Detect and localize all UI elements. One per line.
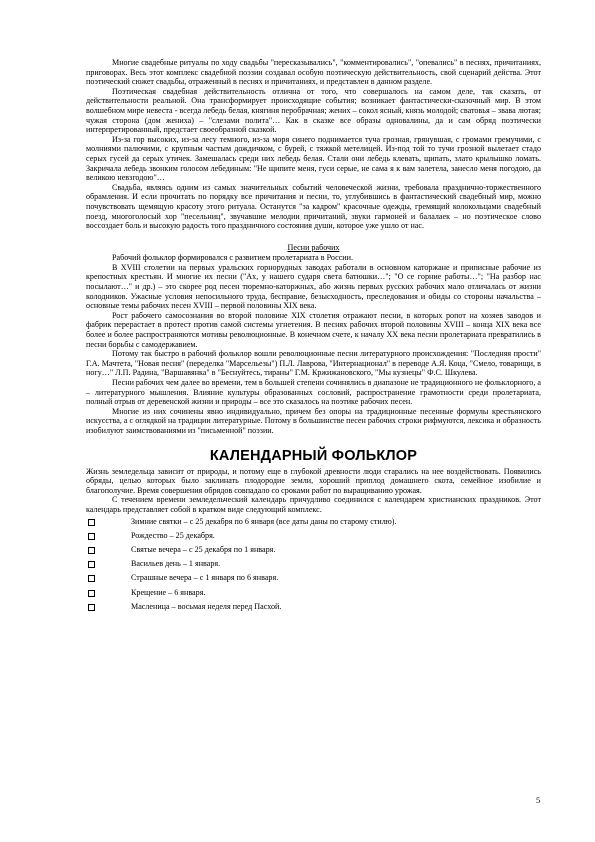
square-bullet-icon bbox=[88, 547, 95, 554]
paragraph: Из-за гор высоких, из-за лесу темного, из-за моря синего поднимается туча грозная, грянувшая, с громами гремучими, с молниями палючими, с крупным частым дождичком, с бурей, с тяжкой метелицей. Из-под той то тучи грозной вылетает стадо серых гусей да серых утичек. Замешалась среди них лебедь белая. Стали они лебедь клевать, щипать, злато крылышко ломать. Закричала лебедь звонким голосом лебединым: "Не щипите меня, гуси серые, не сама я к вам залетела, занесло меня погодою, да великою невзгодою"… bbox=[86, 134, 541, 183]
workers-section bbox=[86, 253, 541, 435]
list-item bbox=[86, 571, 541, 585]
holiday-list bbox=[86, 515, 541, 614]
holiday-text: Масленица – восьмая неделя перед Пасхой. bbox=[131, 601, 282, 611]
holiday-text: Крещение – 6 января. bbox=[131, 587, 206, 597]
paragraph: Многие свадебные ритуалы по ходу свадьбы "пересказывались", "комментировались", "опевались" в песнях, причитаниях, приговорах. Весь этот комплекс свадебной поэзии создавал особую поэтическую действительность, свой сценарий действа. Этот поэтический сюжет свадьбы, отраженный в песнях и причитаниях, и представлен в данном разделе. bbox=[86, 58, 541, 87]
holiday-text: Рождество – 25 декабря. bbox=[131, 530, 215, 540]
square-bullet-icon bbox=[88, 519, 95, 526]
list-item bbox=[86, 600, 541, 614]
paragraph: Песни рабочих чем далее во времени, тем в большей степени сочинялись в диапазоне не традиционного не фольклорного, а – литературного мышления. Влияние культуры образованных сословий, распространение грамотности среди пролетариата, полный отрыв от деревенской жизни и природы – все это сказалось на поэтике рабочих песен. bbox=[86, 378, 541, 407]
list-item bbox=[86, 515, 541, 529]
list-item bbox=[86, 529, 541, 543]
paragraph: Рабочий фольклор формировался с развитием пролетариата в России. bbox=[112, 253, 353, 263]
section-title-workers: Песни рабочих bbox=[287, 242, 340, 252]
holiday-text: Зимние святки – с 25 декабря по 6 января (все даты даны по старому стилю). bbox=[131, 516, 397, 526]
list-item bbox=[86, 557, 541, 571]
paragraph: Поэтическая свадебная действительность отлична от того, что совершалось на самом деле, так сказать, от действительности реальной. Она трансформирует происходящие события; возникает фантастически-сказочный мир. В этом волшебном мире невеста - всегда лебедь белая, княгиня перобрачная; жених – сокол ясный, князь молодой; сватовья – звава лютая; чужая сторона (дом жениха) – "слезами полита"… Как в сказке все образы одновалины, да и сам обряд поэтически интерпретированный, предстает своеобразной сказкой. bbox=[86, 86, 541, 135]
paragraph: Жизнь земледельца зависит от природы, и потому еще в глубокой древности люди старались на нее воздействовать. Появились обряды, целью которых было заклинать плодородие земли, хороший приплод домашнего скота, семейное изобилие и благополучие. Время совершения обрядов совпадало со сроками работ по выращиванию урожая. bbox=[86, 466, 541, 495]
list-item bbox=[86, 586, 541, 600]
page-number: 5 bbox=[536, 795, 541, 805]
square-bullet-icon bbox=[88, 561, 95, 568]
paragraph: В XVIII столетии на первых уральских горнорудных заводах работали в основном каторжане и приписные рабочие из крепостных крестьян. И многие их песни ("Ах, у нашего сударя света батюшки…"; "О се горние работы…"; "На разбор нас посылают…" и др.) – это скорее род песен тюремно-каторжных, або жизнь первых русских рабочих мало отличалась от жизни колодников. Ужасные условия непосильного труда, бесправие, безысходность, преследования и обиды со стороны начальства – основные темы рабочих песен XVIII – первой половины XIX века. bbox=[86, 262, 541, 311]
page-content bbox=[86, 58, 541, 614]
square-bullet-icon bbox=[88, 533, 95, 540]
square-bullet-icon bbox=[88, 590, 95, 597]
holiday-text: Васильев день – 1 января. bbox=[131, 559, 221, 569]
square-bullet-icon bbox=[88, 604, 95, 611]
paragraph: Многие из них сочинены явно индивидуально, причем без опоры на традиционные песенные формулы крестьянского искусства, а с оглядкой на традиции литературные. Потому в большинстве песен рабочих строки рифмуются, лексика и образность изобилуют заимствованиями из "письменной" поэзии. bbox=[86, 406, 541, 435]
paragraph: Потому так быстро в рабочий фольклор вошли революционные песни литературного происхождения: "Последняя прости" Г.А. Мачтета, "Новая песня" (переделка "Марсельезы") П.Л. Лаврова, "Интернационал" в переводе А.Я. Коца, "Смело, товарищи, в ногу…" Л.П. Радина, "Варшавянка" в "Беснуйтесь, тираны" Г.М. Кржижановского, "Мы кузнецы" Ф.С. Шкулева. bbox=[86, 349, 541, 378]
intro-section bbox=[86, 58, 541, 231]
chapter-title-calendar: КАЛЕНДАРНЫЙ ФОЛЬКЛОР bbox=[209, 447, 418, 464]
paragraph: Рост рабочего самосознания во второй половине XIX столетия отражают песни, в которых ропот на хозяев заводов и фабрик перерастает в протест против самой системы угнетения. В песнях рабочих второй половины XVIII – конца XIX века все более и более распространяются мотивы революционные. В конечном счете, к началу XX века песни пролетариата превратились в песни борьбы с самодержавием. bbox=[86, 310, 541, 349]
paragraph: Свадьба, являясь одним из самых значительных событий человеческой жизни, требовала празднично-торжественного обрамления. И если прочитать по порядку все причитания и песни, то, углубившись в фантастический свадебный мир, можно почувствовать щемящую красоту этого ритуала. Останутся "за кадром" красочные одежды, гремящий колокольцами свадебный поезд, многоголосый хор "песельниц", звучавшие мелодии причитаний, звуки гармоней и балалаек – но поэтическое слово воссоздает боль и высокую радость того праздничного состояния души, которое уже ушло от нас. bbox=[86, 182, 541, 231]
calendar-section bbox=[86, 467, 541, 614]
paragraph: С течением времени земледельческий календарь причудливо соединился с календарем христианских праздников. Этот календарь представляет собой в кратком виде следующий комплекс. bbox=[86, 495, 541, 514]
square-bullet-icon bbox=[88, 575, 95, 582]
holiday-text: Святые вечера – с 25 декабря по 1 января. bbox=[131, 544, 276, 554]
holiday-text: Страшные вечера – с 1 января по 6 января. bbox=[131, 573, 279, 583]
list-item bbox=[86, 543, 541, 557]
